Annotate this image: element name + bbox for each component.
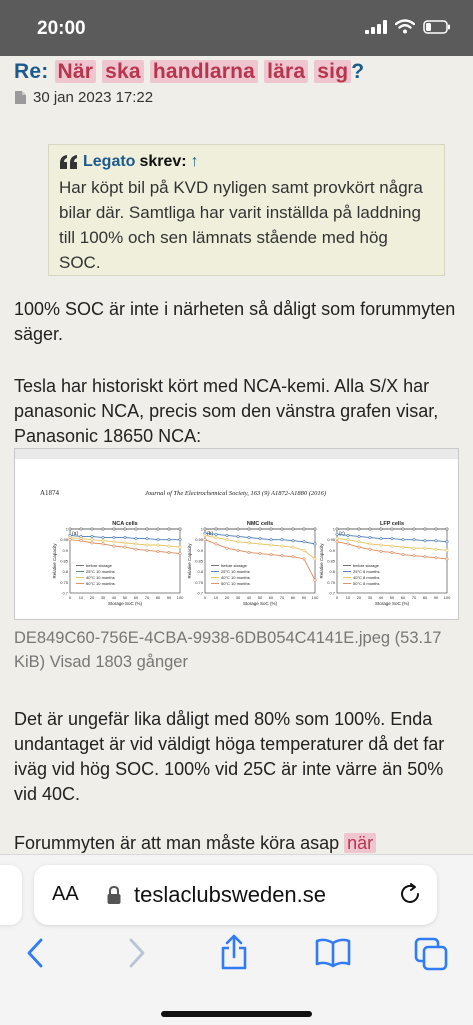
data-point (347, 528, 349, 530)
data-point (446, 528, 448, 530)
x-tick-label: 40 (378, 595, 384, 600)
data-point (102, 528, 104, 530)
data-point (314, 558, 316, 560)
tabs-icon (414, 937, 450, 971)
y-tick-label: 1 (332, 526, 335, 532)
x-tick-label: 90 (433, 595, 439, 600)
post-document-icon[interactable] (14, 90, 27, 105)
y-tick-label: 1 (65, 526, 68, 532)
title-suffix: ? (351, 60, 365, 83)
legend-entry: 25°C 10 months (221, 569, 250, 574)
y-axis-label: Relative Capacity (187, 543, 192, 579)
previous-tab-card[interactable] (0, 865, 22, 925)
title-word-3: handlarna (150, 60, 258, 83)
chart-panel-label: (c) (339, 531, 345, 537)
x-tick-label: 90 (166, 595, 172, 600)
data-point (424, 540, 426, 542)
x-tick-label: 50 (389, 595, 395, 600)
data-point (336, 541, 338, 543)
title-word-5: sig (314, 60, 351, 83)
data-point (281, 538, 283, 540)
data-point (369, 548, 371, 550)
y-axis-label: Relative Capacity (319, 543, 324, 579)
data-point (391, 545, 393, 547)
data-point (157, 550, 159, 552)
navigation-bar (0, 937, 473, 987)
data-point (435, 548, 437, 550)
title-word-4: lära (264, 60, 308, 83)
x-tick-label: 80 (290, 595, 296, 600)
quote-author-link[interactable]: Legato (83, 153, 136, 170)
data-point (424, 556, 426, 558)
cellular-signal-icon (365, 20, 387, 34)
quote-block (48, 144, 445, 276)
attachment-image[interactable] (14, 448, 459, 620)
data-point (259, 543, 261, 545)
data-point (281, 528, 283, 530)
quote-text: Har köpt bil på KVD nyligen samt provkört några bilar där. Samtliga har varit inställda på laddning till 100% och sen lämnats stående med hög SOC. (59, 178, 423, 272)
data-point (413, 547, 415, 549)
series-line (337, 542, 447, 559)
y-tick-label: 0.9 (329, 547, 335, 553)
x-tick-label: 50 (257, 595, 263, 600)
data-point (237, 535, 239, 537)
data-point (270, 528, 272, 530)
data-point (135, 543, 137, 545)
data-point (168, 545, 170, 547)
journal-id: A1874 (40, 489, 60, 497)
chart-title: LFP cells (379, 521, 405, 527)
data-point (226, 538, 228, 540)
data-point (281, 545, 283, 547)
data-point (369, 543, 371, 545)
data-point (303, 558, 305, 560)
x-tick-label: 40 (246, 595, 252, 600)
data-point (292, 528, 294, 530)
data-point (281, 554, 283, 556)
forward-button[interactable] (126, 937, 148, 974)
data-point (215, 543, 217, 545)
data-point (69, 538, 71, 540)
x-tick-label: 100 (176, 595, 184, 600)
data-point (124, 542, 126, 544)
data-point (179, 538, 181, 540)
data-point (358, 546, 360, 548)
legend-entry: 50°C 10 months (86, 581, 115, 586)
legend-entry: before storage (221, 563, 247, 568)
data-point (215, 533, 217, 535)
data-point (248, 536, 250, 538)
data-point (402, 546, 404, 548)
data-point (91, 528, 93, 530)
data-point (124, 536, 126, 538)
y-tick-label: 0.9 (62, 547, 68, 553)
legend-entry: before storage (86, 563, 112, 568)
y-tick-label: 0.7 (329, 590, 335, 596)
data-point (179, 528, 181, 530)
data-point (168, 528, 170, 530)
data-point (237, 549, 239, 551)
data-point (179, 552, 181, 554)
paragraph-3: Det är ungefär lika dåligt med 80% som 100%. Enda undantaget är vid väldigt höga temperaturer då det far iväg vid hög SOC. 100% vid 25C är inte värre än 50% vid 40C. (14, 709, 445, 804)
data-point (157, 544, 159, 546)
x-tick-label: 100 (443, 595, 451, 600)
data-point (292, 540, 294, 542)
data-point (380, 550, 382, 552)
wifi-icon (395, 19, 415, 34)
data-point (413, 538, 415, 540)
y-tick-label: 0.9 (197, 547, 203, 553)
data-point (146, 528, 148, 530)
data-point (369, 536, 371, 538)
chevron-left-icon (24, 937, 46, 969)
x-tick-label: 30 (235, 595, 241, 600)
x-tick-label: 0 (335, 595, 339, 600)
data-point (435, 557, 437, 559)
battery-icon (423, 20, 451, 34)
x-tick-label: 20 (224, 595, 230, 600)
x-tick-label: 20 (89, 595, 95, 600)
data-point (391, 537, 393, 539)
quote-wrote: skrev: (139, 153, 187, 170)
data-point (91, 538, 93, 540)
data-point (204, 538, 206, 540)
x-axis-label: Storage SoC (%) (374, 601, 410, 606)
data-point (303, 541, 305, 543)
data-point (237, 528, 239, 530)
browser-toolbar (0, 854, 473, 1025)
data-point (380, 544, 382, 546)
data-point (435, 540, 437, 542)
data-point (270, 538, 272, 540)
y-tick-label: 0.7 (62, 590, 68, 596)
data-point (146, 537, 148, 539)
data-point (69, 528, 71, 530)
attachment-caption[interactable]: DE849C60-756E-4CBA-9938-6DB054C4141E.jpeg (53.17 KiB) Visad 1803 gånger (14, 629, 442, 671)
data-point (168, 538, 170, 540)
x-tick-label: 20 (356, 595, 362, 600)
data-point (146, 544, 148, 546)
capacity-chart-figure (15, 449, 458, 619)
y-tick-label: 0.8 (197, 569, 203, 575)
data-point (113, 536, 115, 538)
data-point (424, 528, 426, 530)
legend-entry: 40°C 8 months (353, 575, 380, 580)
quote-header (59, 153, 434, 171)
home-indicator (161, 1011, 312, 1017)
data-point (336, 528, 338, 530)
data-point (157, 528, 159, 530)
title-word-2: ska (102, 60, 144, 83)
share-icon (219, 933, 249, 971)
data-point (347, 534, 349, 536)
data-point (80, 540, 82, 542)
paragraph-1: 100% SOC är inte i närheten så dåligt som forummyten säger. (14, 299, 456, 344)
data-point (402, 528, 404, 530)
data-point (380, 528, 382, 530)
data-point (215, 536, 217, 538)
reader-options-button[interactable]: AA (52, 883, 79, 905)
legend-entry: 40°C 10 months (86, 575, 115, 580)
data-point (259, 537, 261, 539)
bookmarks-button[interactable] (314, 937, 352, 974)
book-icon (314, 937, 352, 969)
data-point (135, 548, 137, 550)
url-text[interactable]: teslaclubsweden.se (134, 882, 327, 907)
y-tick-label: 0.85 (60, 558, 68, 564)
x-tick-label: 80 (155, 595, 161, 600)
legend-entry: 40°C 10 months (221, 575, 250, 580)
legend-entry: 25°C 8 months (353, 569, 380, 574)
chart-title: NCA cells (112, 521, 138, 527)
data-point (413, 528, 415, 530)
x-tick-label: 10 (345, 595, 351, 600)
data-point (237, 541, 239, 543)
data-point (135, 537, 137, 539)
x-tick-label: 60 (133, 595, 139, 600)
y-tick-label: 0.95 (327, 537, 335, 543)
data-point (259, 528, 261, 530)
data-point (204, 534, 206, 536)
data-point (303, 528, 305, 530)
post-meta (14, 89, 153, 106)
data-point (226, 534, 228, 536)
data-point (168, 551, 170, 553)
data-point (113, 528, 115, 530)
data-point (179, 546, 181, 548)
x-tick-label: 70 (279, 595, 285, 600)
data-point (314, 579, 316, 581)
lock-icon (106, 885, 122, 905)
data-point (135, 528, 137, 530)
title-prefix: Re: (14, 60, 49, 83)
x-axis-label: Storage SoC (%) (107, 601, 143, 606)
share-button[interactable] (219, 933, 249, 976)
y-tick-label: 0.7 (197, 590, 203, 596)
data-point (248, 551, 250, 553)
x-tick-label: 50 (122, 595, 128, 600)
data-point (248, 528, 250, 530)
y-tick-label: 0.75 (195, 579, 203, 585)
x-tick-label: 30 (100, 595, 106, 600)
data-point (446, 558, 448, 560)
quote-mark-icon (59, 154, 79, 170)
x-tick-label: 30 (367, 595, 373, 600)
paragraph-4 (14, 831, 459, 854)
title-word-1: När (55, 60, 97, 83)
data-point (113, 541, 115, 543)
reload-icon[interactable] (397, 881, 423, 907)
data-point (391, 528, 393, 530)
data-point (347, 543, 349, 545)
data-point (402, 538, 404, 540)
x-tick-label: 10 (78, 595, 84, 600)
x-tick-label: 60 (400, 595, 406, 600)
x-tick-label: 70 (144, 595, 150, 600)
data-point (314, 543, 316, 545)
data-point (292, 546, 294, 548)
x-tick-label: 70 (411, 595, 417, 600)
y-tick-label: 0.95 (195, 537, 203, 543)
y-tick-label: 0.95 (60, 537, 68, 543)
data-point (336, 537, 338, 539)
page-content (0, 56, 473, 854)
data-point (124, 528, 126, 530)
data-point (146, 549, 148, 551)
data-point (358, 528, 360, 530)
data-point (91, 542, 93, 544)
data-point (113, 545, 115, 547)
y-tick-label: 0.85 (195, 558, 203, 564)
data-point (124, 546, 126, 548)
legend-entry: before storage (353, 563, 379, 568)
post-date: 30 jan 2023 17:22 (33, 89, 154, 106)
x-tick-label: 100 (311, 595, 319, 600)
chart-title: NMC cells (246, 521, 274, 527)
data-point (303, 549, 305, 551)
data-point (102, 543, 104, 545)
post-title[interactable] (14, 60, 364, 84)
x-tick-label: 60 (268, 595, 274, 600)
x-tick-label: 90 (301, 595, 307, 600)
data-point (314, 528, 316, 530)
paragraph-4-text: Forummyten är att man måste köra asap (14, 833, 340, 853)
x-tick-label: 40 (111, 595, 117, 600)
data-point (259, 552, 261, 554)
data-point (402, 553, 404, 555)
data-point (226, 547, 228, 549)
status-icons (365, 19, 451, 34)
y-tick-label: 1 (200, 526, 203, 532)
data-point (347, 538, 349, 540)
data-point (424, 547, 426, 549)
data-point (270, 544, 272, 546)
y-tick-label: 0.8 (62, 569, 68, 575)
legend-entry: 50°C 8 months (353, 581, 380, 586)
x-tick-label: 80 (422, 595, 428, 600)
x-tick-label: 0 (203, 595, 207, 600)
data-point (358, 535, 360, 537)
data-point (358, 541, 360, 543)
chart-panel-label: (a) (72, 531, 79, 537)
chevron-right-icon (126, 937, 148, 969)
chart-panel-label: (b) (207, 531, 214, 537)
legend-entry: 50°C 10 months (221, 581, 250, 586)
legend-entry: 25°C 10 months (86, 569, 115, 574)
quote-jump-arrow-icon[interactable]: ↑ (190, 153, 199, 170)
paragraph-4-highlight: när (344, 833, 376, 853)
y-tick-label: 0.75 (327, 579, 335, 585)
data-point (336, 533, 338, 535)
status-bar (0, 0, 473, 56)
data-point (292, 556, 294, 558)
data-point (91, 535, 93, 537)
y-axis-label: Relative Capacity (52, 543, 57, 579)
data-point (380, 537, 382, 539)
data-point (391, 551, 393, 553)
y-tick-label: 0.75 (60, 579, 68, 585)
data-point (204, 528, 206, 530)
back-button[interactable] (24, 937, 46, 974)
data-point (248, 542, 250, 544)
data-point (80, 528, 82, 530)
data-point (435, 528, 437, 530)
address-bar[interactable] (34, 865, 437, 925)
data-point (215, 528, 217, 530)
y-tick-label: 0.85 (327, 558, 335, 564)
x-axis-label: Storage SoC (%) (242, 601, 278, 606)
y-tick-label: 0.8 (329, 569, 335, 575)
tabs-button[interactable] (414, 937, 450, 976)
data-point (413, 554, 415, 556)
paragraph-2: Tesla har historiskt kört med NCA-kemi. Alla S/X har panasonic NCA, precis som den vänstra grafen visar, Panasonic 18650 NCA: (14, 376, 439, 446)
data-point (446, 541, 448, 543)
journal-reference: Journal of The Electrochemical Society, 163 (9) A1872-A1880 (2016) (145, 490, 327, 497)
x-tick-label: 10 (213, 595, 219, 600)
status-time: 20:00 (37, 18, 86, 39)
data-point (226, 528, 228, 530)
data-point (157, 538, 159, 540)
data-point (102, 536, 104, 538)
data-point (446, 549, 448, 551)
data-point (270, 553, 272, 555)
data-point (369, 528, 371, 530)
data-point (102, 540, 104, 542)
x-tick-label: 0 (68, 595, 72, 600)
